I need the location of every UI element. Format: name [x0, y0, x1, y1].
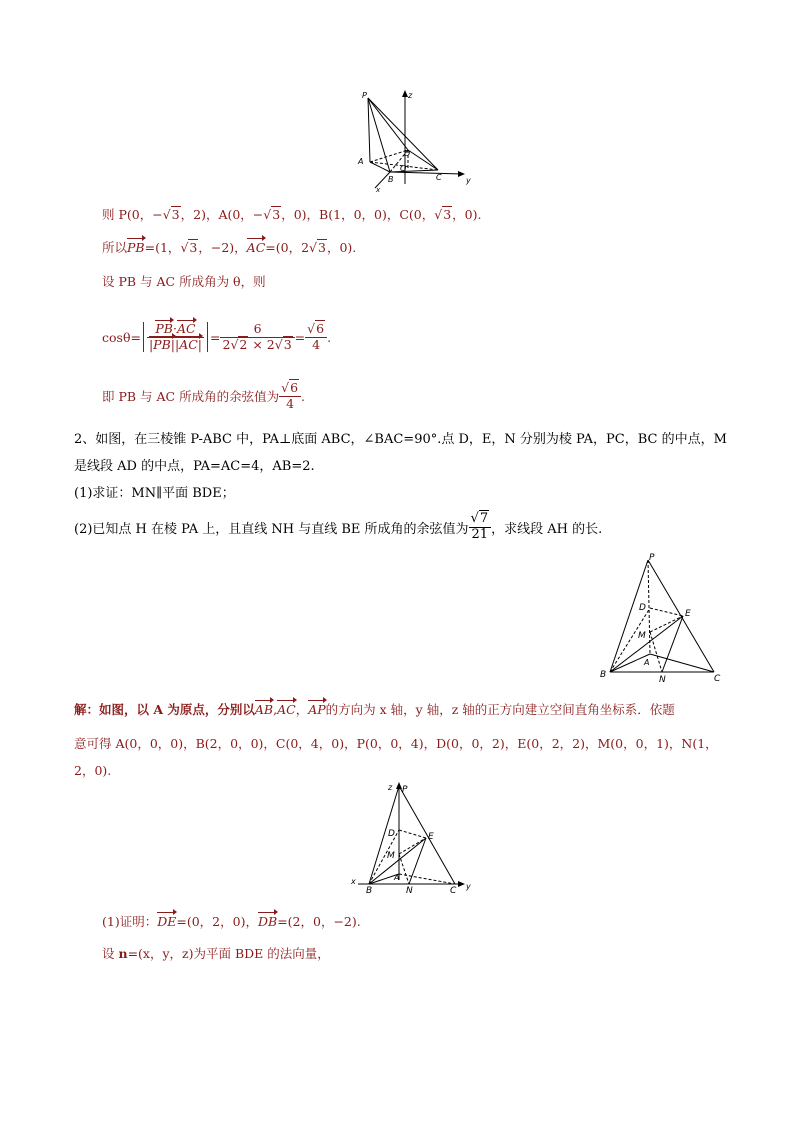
fig2-label-c: C	[714, 674, 721, 684]
period: .	[327, 329, 332, 345]
fig1-label-o: O	[400, 164, 407, 173]
sol1-coords-pre: 则	[102, 207, 119, 222]
sqrt-sign: √3	[274, 336, 292, 352]
fig1-label-c: C	[436, 173, 442, 182]
sol1-vec-ac-a: =(0，2	[265, 240, 310, 255]
fig3-label-m: M	[387, 851, 395, 861]
proof1-de-val: =(0，2，0)，	[176, 914, 258, 929]
fig2-label-m: M	[638, 631, 646, 641]
sol2-line-3: 2，0).	[74, 763, 112, 778]
proof1-db-val: =(2，0，−2).	[277, 914, 361, 929]
dot-operator: ·	[172, 321, 177, 337]
proof1-prefix: (1)证明：	[102, 914, 158, 929]
sol1-angle-line: 设 PB 与 AC 所成角为 θ，则	[102, 274, 266, 289]
q2-frac-den: 21	[469, 527, 492, 543]
fig2-label-p: P	[649, 553, 655, 563]
vector-pb-magnitude: |PB|	[148, 336, 175, 352]
result-rad: 6	[316, 321, 325, 337]
vector-ab: AB	[254, 702, 274, 717]
conclusion-rad: 6	[290, 380, 299, 396]
sol1-cos-formula	[102, 302, 331, 372]
sol1-vectors-line	[102, 238, 356, 256]
sqrt-sign: √3	[309, 240, 326, 255]
fig1-label-z: z	[408, 91, 413, 100]
vector-ac: AC	[246, 240, 266, 255]
fig3-label-n: N	[406, 886, 413, 896]
figure-1-pyramid-coords	[350, 88, 480, 196]
fig1-label-x: x	[376, 186, 381, 194]
q2-line-1: 2、如图，在三棱锥 P-ABC 中，PA⊥底面 ABC，∠BAC=90°.点 D，E，N 分别为棱 PA，PC，BC 的中点，M	[74, 432, 727, 447]
sol1-coords-a2: ，0)，B(1，0，0)，C(0，	[281, 207, 435, 222]
fig1-label-d: D	[404, 149, 411, 158]
conclusion-fraction: $\frac{√6}{4}$	[279, 381, 301, 411]
sol1-conclusion	[102, 378, 305, 414]
sqrt-sign: √3	[263, 207, 281, 222]
q2-part2-text-a: (2)已知点 H 在棱 PA 上，且直线 NH 与直线 BE 所成角的余弦值为	[74, 521, 469, 537]
mid-den-coef: 2	[222, 336, 231, 352]
vector-pb: PB	[127, 240, 145, 255]
cos-fraction	[147, 322, 204, 352]
sqrt-sign: √3	[162, 207, 180, 222]
sol1-vec-pre: 所以	[102, 240, 128, 255]
vector-db: DB	[257, 914, 278, 929]
sol1-vec-pb-b: ，−2)，	[198, 240, 247, 255]
solution-label	[74, 702, 255, 717]
normal-prefix: 设	[102, 946, 119, 961]
conclusion-den: 4	[279, 396, 301, 411]
q2-part-2	[74, 507, 602, 547]
vector-de: DE	[157, 914, 177, 929]
fig1-label-p: P	[362, 91, 367, 100]
fig1-label-a: A	[358, 157, 364, 166]
period: .	[301, 388, 305, 404]
abs-bars	[143, 322, 208, 352]
sol1-coords-line	[102, 205, 481, 223]
figure-3-pyramid-coords	[348, 780, 478, 896]
sol2-line1-a: 解：如图，以 A 为原点，分别以	[74, 702, 255, 717]
sol1-vec-pb-a: =(1，	[144, 240, 181, 255]
mid-den-rad1: 2	[239, 336, 248, 352]
vector-ac: AC	[176, 321, 196, 337]
mid-numerator: 6	[253, 321, 262, 337]
cos-denominator	[147, 337, 204, 352]
fig3-label-d: D	[388, 829, 395, 839]
sol2-line-2: 意可得 A(0，0，0)，B(2，0，0)，C(0，4，0)，P(0，0，4)，D(0，0，2)，E(0，2，2)，M(0，0，1)，N(1，	[74, 736, 718, 751]
fig3-label-b: B	[366, 886, 373, 896]
sqrt-sign: √3	[180, 240, 198, 255]
normal-vector-line	[102, 944, 330, 962]
equals-sign: =	[210, 329, 221, 345]
sol2-line1-b: 的方向为 x 轴，y 轴，z 轴的正方向建立空间直角坐标系．依题	[325, 702, 675, 717]
result-numerator: √6	[307, 321, 325, 337]
fig2-label-a: A	[644, 658, 650, 667]
fig3-label-y: y	[466, 882, 471, 891]
sol1-vec-ac-rad: 3	[318, 240, 326, 255]
sol1-coords-c-rad: 3	[443, 207, 452, 222]
fig1-label-b: B	[388, 175, 394, 184]
sol2-line-1: 解：如图，以 A 为原点，分别以AB,AC，AP的方向为 x 轴，y 轴，z 轴的正方向建立空间直角坐标系．依题	[74, 702, 675, 717]
sol1-vec-ac-b: ，0).	[326, 240, 357, 255]
fig2-label-e: E	[685, 609, 691, 619]
sol1-coords-p2: ，2)，A(0，−	[180, 207, 264, 222]
sol1-coords-p-rad: 3	[171, 207, 180, 222]
normal-vector-n: n	[118, 946, 128, 961]
fig3-label-z: z	[388, 783, 393, 792]
vector-ap: AP	[308, 702, 326, 717]
result-denominator: 4	[305, 337, 327, 352]
cos-lhs: cosθ=	[102, 329, 141, 345]
q2-line-2: 是线段 AD 的中点，PA=AC=4，AB=2.	[74, 459, 315, 474]
normal-suffix: =(x，y，z)为平面 BDE 的法向量，	[127, 946, 330, 961]
fig2-label-n: N	[659, 675, 666, 685]
sqrt-sign: √2	[230, 336, 248, 352]
fig3-label-p: P	[402, 785, 408, 795]
fig3-label-c: C	[450, 886, 457, 896]
sol1-coords-c2: ，0).	[452, 207, 482, 222]
vector-pb: PB	[155, 321, 173, 337]
mid-denominator	[220, 337, 294, 352]
mid-den-times: × 2	[248, 336, 275, 352]
sol1-coords-a-rad: 3	[272, 207, 281, 222]
figure-2-pyramid	[596, 550, 726, 686]
q2-frac-rad: 7	[479, 510, 489, 526]
q2-part2-text-b: ，求线段 AH 的长.	[491, 521, 603, 537]
proof1-line	[102, 912, 361, 930]
fig2-label-b: B	[600, 670, 607, 680]
vector-ac-magnitude: |AC|	[174, 336, 202, 352]
equals-sign: =	[294, 329, 306, 345]
sqrt-sign: √3	[434, 207, 452, 222]
sol1-coords-p: P(0，−	[118, 207, 163, 222]
fig3-label-e: E	[428, 832, 434, 842]
conclusion-text: 即 PB 与 AC 所成角的余弦值为	[102, 389, 280, 404]
vector-ac: AC	[277, 702, 296, 717]
cos-mid-fraction	[220, 322, 294, 352]
fig1-label-y: y	[466, 176, 471, 185]
fig3-label-x: x	[351, 877, 356, 886]
mid-den-rad2: 3	[283, 336, 292, 352]
fig3-label-a: A	[394, 873, 400, 882]
q2-fraction: $\frac{√7}{21}$	[469, 512, 492, 543]
q2-part-1: (1)求证：MN∥平面 BDE；	[74, 486, 235, 501]
fig2-label-d: D	[639, 603, 646, 613]
sol1-vec-pb-rad: 3	[189, 240, 198, 255]
cos-result-fraction	[305, 322, 327, 352]
